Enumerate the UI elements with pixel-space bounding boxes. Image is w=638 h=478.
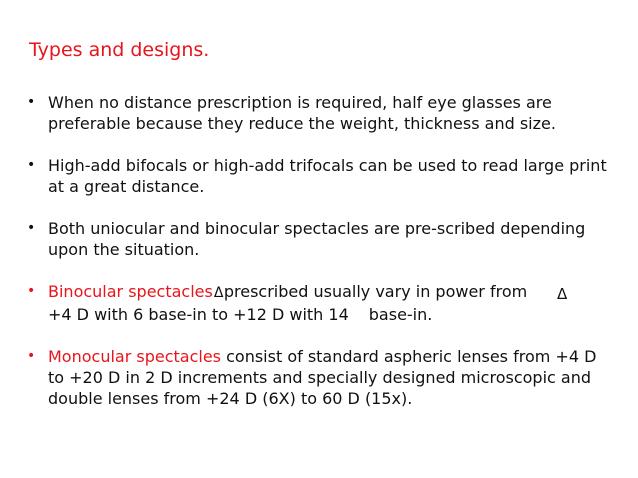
bullet-text: When no distance prescription is required, half eye glasses are preferable because they reduce the weight, thickness and size.: [48, 93, 556, 133]
bullet-text: consist of standard aspheric lenses from +4 D to +20 D in 2 D increments and specially designed microscopic and double lenses from +24 D (6X) to 60 D (15x).: [48, 347, 597, 408]
delta-marker-right: Δ: [557, 285, 568, 303]
bullet-highlight: Binocular spectacles: [48, 282, 213, 301]
bullet-text-b: +4 D with 6 base-in to +12 D with 14: [48, 305, 349, 324]
bullet-highlight: Monocular spectacles: [48, 347, 222, 366]
bullet-text-c: base-in.: [368, 305, 433, 324]
bullet-item-uniocular-binocular: [25, 218, 615, 260]
bullet-text: High-add bifocals or high-add trifocals can be used to read large print at a great distance.: [48, 156, 607, 196]
bullet-item-high-add: [25, 155, 615, 197]
bullet-text: Both uniocular and binocular spectacles are pre-scribed depending upon the situation.: [48, 219, 586, 259]
bullet-dot-icon: •: [27, 220, 36, 236]
slide-title: Types and designs.: [29, 39, 210, 61]
bullet-list: [25, 92, 615, 430]
delta-marker-inline: Δ: [213, 285, 224, 301]
bullet-item-monocular-spectacles: [25, 346, 615, 409]
bullet-item-binocular-spectacles: [25, 281, 615, 325]
bullet-dot-icon: •: [27, 94, 36, 110]
bullet-item-half-eye: [25, 92, 615, 134]
bullet-dot-icon: •: [27, 348, 36, 364]
bullet-dot-icon: •: [27, 283, 36, 299]
bullet-text-a: prescribed usually vary in power from: [223, 282, 528, 301]
bullet-dot-icon: •: [27, 157, 36, 173]
